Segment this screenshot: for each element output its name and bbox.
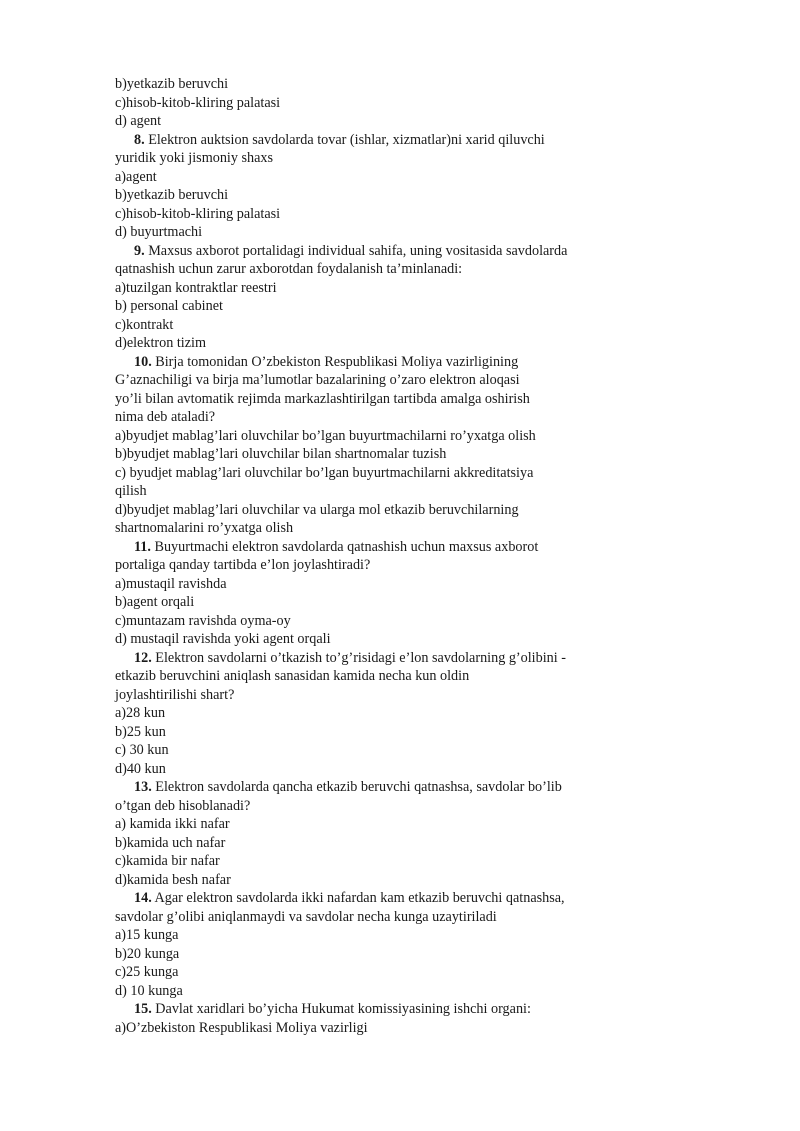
answer-option: b) personal cabinet: [115, 298, 223, 314]
question-text: [115, 778, 645, 797]
question-text-line: Agar elektron savdolarda ikki nafardan kam etkazib beruvchi qatnashsa,: [151, 890, 565, 906]
answer-option: b)20 kunga: [115, 945, 180, 962]
question-10: [115, 353, 645, 427]
answer-option: c)muntazam ravishda oyma-oy: [115, 612, 291, 629]
answer-option: c) byudjet mablag’lari oluvchilar bo’lgan buyurtmachilarni akkreditatsiya: [115, 464, 534, 481]
question-12: [115, 649, 645, 705]
answer-option: shartnomalarini ro’yxatga olish: [115, 520, 294, 536]
question-number: 10.: [134, 353, 152, 370]
question-text: [115, 1000, 645, 1019]
question-text: [115, 242, 645, 261]
answer-option: d) buyurtmachi: [115, 224, 203, 240]
question-text-line: yuridik yoki jismoniy shaxs: [115, 150, 274, 166]
answer-option: c)25 kunga: [115, 964, 179, 980]
answer-option: b)yetkazib beruvchi: [115, 187, 229, 203]
answer-option: a)byudjet mablag’lari oluvchilar bo’lgan buyurtmachilarni ro’yxatga olish: [115, 427, 536, 444]
answer-option: b)25 kun: [115, 723, 166, 740]
question-number: 9.: [134, 242, 145, 259]
answer-option: d)elektron tizim: [115, 335, 207, 351]
answer-option: b)yetkazib beruvchi: [115, 76, 229, 92]
answer-option: d) agent: [115, 113, 162, 129]
question-number: 14.: [134, 890, 152, 906]
answer-option: c)kontrakt: [115, 316, 174, 333]
question-text-line: Elektron savdolarda qancha etkazib beruvchi qatnashsa, savdolar bo’lib: [151, 779, 562, 795]
answer-option: c) 30 kun: [115, 742, 169, 758]
question-text: [115, 131, 645, 150]
answer-option: qilish: [115, 483, 147, 499]
question-text: [115, 889, 645, 908]
question-text-line: Elektron savdolarni o’tkazish to’g’risidagi e’lon savdolarning g’olibini -: [151, 649, 566, 666]
question-13: [115, 778, 645, 815]
answer-option: c)hisob-kitob-kliring palatasi: [115, 94, 281, 111]
question-text-line: yo’li bilan avtomatik rejimda markazlashtirilgan tartibda amalga oshirish: [115, 390, 530, 407]
question-text-line: Buyurtmachi elektron savdolarda qatnashish uchun maxsus axborot: [150, 538, 539, 555]
answer-option: a) kamida ikki nafar: [115, 816, 230, 832]
answer-option: a)28 kun: [115, 705, 166, 721]
question-text-line: Davlat xaridlari bo’yicha Hukumat komissiyasining ishchi organi:: [151, 1001, 531, 1017]
answer-option: d)40 kun: [115, 760, 166, 777]
answer-option: d) 10 kunga: [115, 982, 183, 999]
answer-option: d)kamida besh nafar: [115, 871, 231, 888]
question-text-line: qatnashish uchun zarur axborotdan foydalanish ta’minlanadi:: [115, 261, 463, 277]
question-text-line: joylashtirilishi shart?: [115, 686, 235, 703]
question-number: 11.: [134, 538, 151, 555]
question-number: 15.: [134, 1001, 152, 1017]
document-page: [115, 75, 645, 1037]
question-text-line: Maxsus axborot portalidagi individual sahifa, uning vositasida savdolarda: [144, 242, 568, 259]
answer-option: a)tuzilgan kontraktlar reestri: [115, 279, 277, 296]
question-15: [115, 1000, 645, 1019]
question-text-line: Birja tomonidan O’zbekiston Respublikasi Moliya vazirligining: [151, 353, 519, 370]
answer-option: b)byudjet mablag’lari oluvchilar bilan shartnomalar tuzish: [115, 446, 447, 462]
question-11: [115, 538, 645, 575]
answer-option: a)O’zbekiston Respublikasi Moliya vazirligi: [115, 1019, 368, 1036]
question-text-line: nima deb ataladi?: [115, 409, 216, 425]
question-text-line: etkazib beruvchini aniqlash sanasidan kamida necha kun oldin: [115, 668, 470, 684]
question-text-line: savdolar g’olibi aniqlanmaydi va savdolar necha kunga uzaytiriladi: [115, 908, 497, 925]
answer-option: b)agent orqali: [115, 594, 195, 610]
question-number: 8.: [134, 131, 145, 148]
question-8: [115, 131, 645, 168]
answer-option: a)agent: [115, 168, 157, 185]
question-text: [115, 353, 645, 372]
question-text: [115, 538, 645, 557]
question-number: 12.: [134, 649, 152, 666]
question-text-line: portaliga qanday tartibda e’lon joylashtiradi?: [115, 557, 371, 573]
question-text: [115, 649, 645, 668]
question-text-line: o’tgan deb hisoblanadi?: [115, 797, 251, 814]
answer-option: b)kamida uch nafar: [115, 834, 226, 851]
answer-option: d) mustaqil ravishda yoki agent orqali: [115, 631, 331, 647]
question-text-line: Elektron auktsion savdolarda tovar (ishlar, xizmatlar)ni xarid qiluvchi: [144, 131, 545, 148]
question-number: 13.: [134, 779, 152, 795]
question-text-line: G’aznachiligi va birja ma’lumotlar bazalarining o’zaro elektron aloqasi: [115, 372, 520, 388]
question-9: [115, 242, 645, 279]
question-14: [115, 889, 645, 926]
answer-option: c)hisob-kitob-kliring palatasi: [115, 205, 281, 222]
answer-option: d)byudjet mablag’lari oluvchilar va ularga mol etkazib beruvchilarning: [115, 501, 519, 518]
answer-option: a)mustaqil ravishda: [115, 575, 227, 592]
answer-option: c)kamida bir nafar: [115, 853, 220, 869]
answer-option: a)15 kunga: [115, 927, 179, 943]
